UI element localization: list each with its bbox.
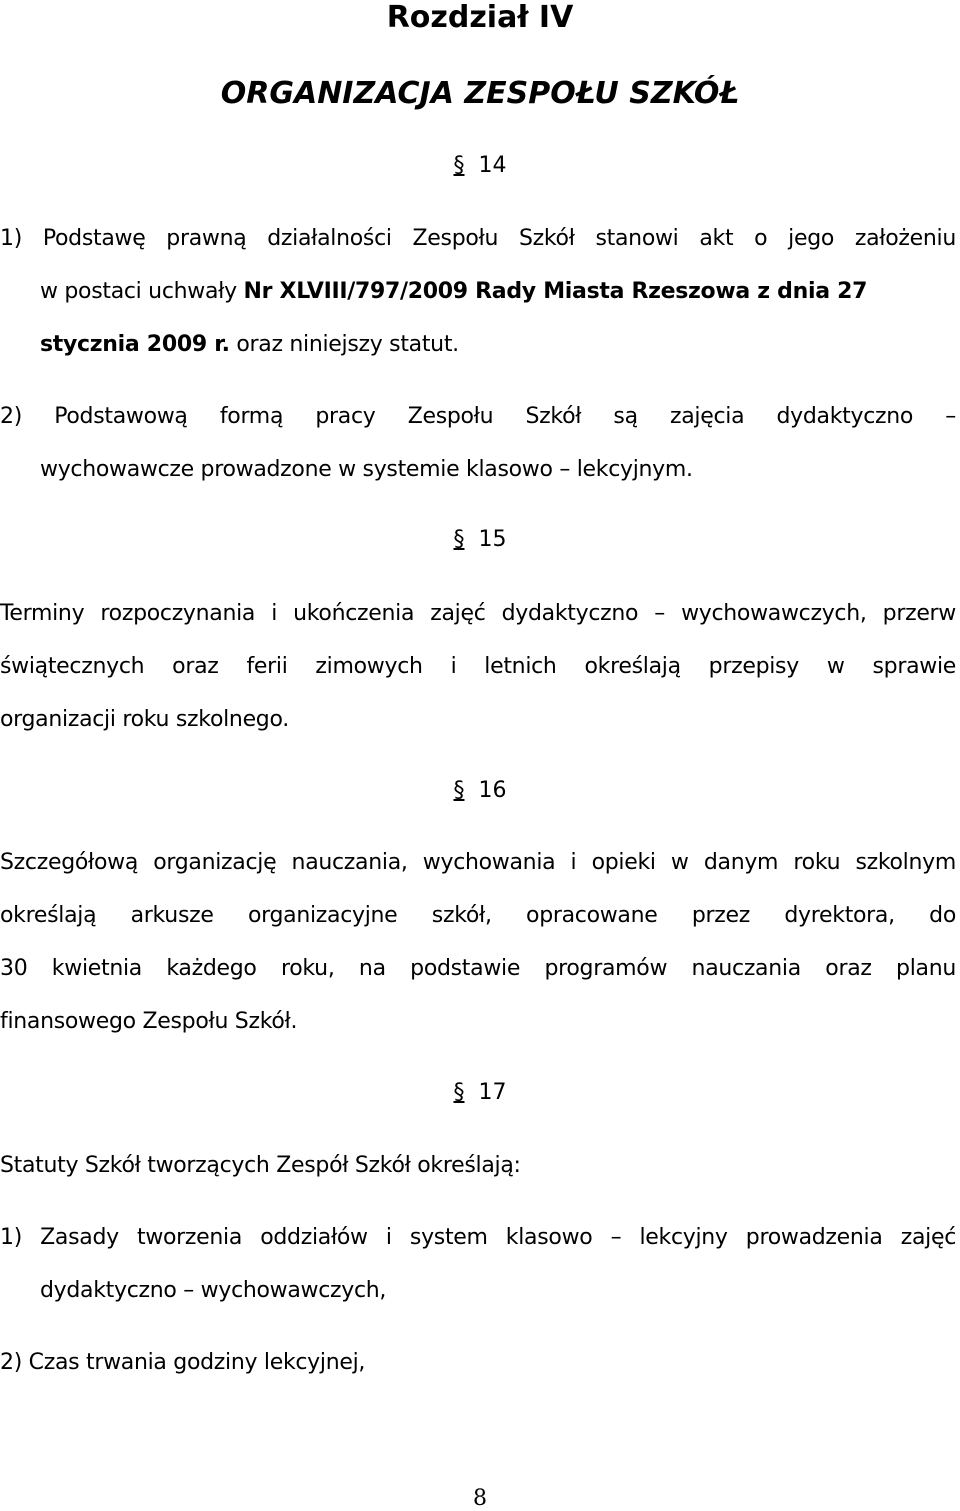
- section-symbol: §: [453, 153, 465, 178]
- section-14-line-4: 2) Podstawową formą pracy Zespołu Szkół są zajęcia dydaktyczno –: [0, 404, 956, 429]
- section-number: 16: [478, 778, 507, 803]
- page-title: ORGANIZACJA ZESPOŁU SZKÓŁ: [220, 76, 740, 111]
- section-14-heading: [0, 153, 960, 178]
- section-symbol: §: [453, 527, 465, 552]
- section-16-heading: [0, 778, 960, 803]
- section-17-line-3: dydaktyczno – wychowawczych,: [40, 1278, 387, 1303]
- section-symbol: §: [453, 778, 465, 803]
- section-17-line-4: 2) Czas trwania godziny lekcyjnej,: [0, 1350, 366, 1375]
- section-15-heading: [0, 527, 960, 552]
- chapter-heading: Rozdział IV: [386, 0, 574, 35]
- section-14-line-1: 1) Podstawę prawną działalności Zespołu Szkół stanowi akt o jego założeniu: [0, 226, 956, 251]
- section-number: 14: [478, 153, 507, 178]
- section-14-line-5: wychowawcze prowadzone w systemie klasowo – lekcyjnym.: [40, 457, 693, 482]
- section-15-line-2: świątecznych oraz ferii zimowych i letnich określają przepisy w sprawie: [0, 654, 956, 679]
- section-symbol: §: [453, 1080, 465, 1105]
- section-17-line-2: 1) Zasady tworzenia oddziałów i system klasowo – lekcyjny prowadzenia zajęć: [0, 1225, 956, 1250]
- section-14-line-3: stycznia 2009 r. oraz niniejszy statut.: [40, 332, 459, 357]
- section-number: 15: [478, 527, 507, 552]
- section-14-line-2: w postaci uchwały Nr XLVIII/797/2009 Rady Miasta Rzeszowa z dnia 27: [40, 279, 868, 304]
- section-16-line-1: Szczegółową organizację nauczania, wychowania i opieki w danym roku szkolnym: [0, 850, 956, 875]
- section-16-line-3: 30 kwietnia każdego roku, na podstawie programów nauczania oraz planu: [0, 956, 956, 981]
- section-16-line-4: finansowego Zespołu Szkół.: [0, 1009, 298, 1034]
- section-17-line-1: Statuty Szkół tworzących Zespół Szkół określają:: [0, 1153, 521, 1178]
- section-16-line-2: określają arkusze organizacyjne szkół, opracowane przez dyrektora, do: [0, 903, 956, 928]
- page-number: 8: [473, 1486, 487, 1511]
- section-number: 17: [478, 1080, 507, 1105]
- section-15-line-1: Terminy rozpoczynania i ukończenia zajęć dydaktyczno – wychowawczych, przerw: [0, 601, 956, 626]
- section-17-heading: [0, 1080, 960, 1105]
- section-15-line-3: organizacji roku szkolnego.: [0, 707, 289, 732]
